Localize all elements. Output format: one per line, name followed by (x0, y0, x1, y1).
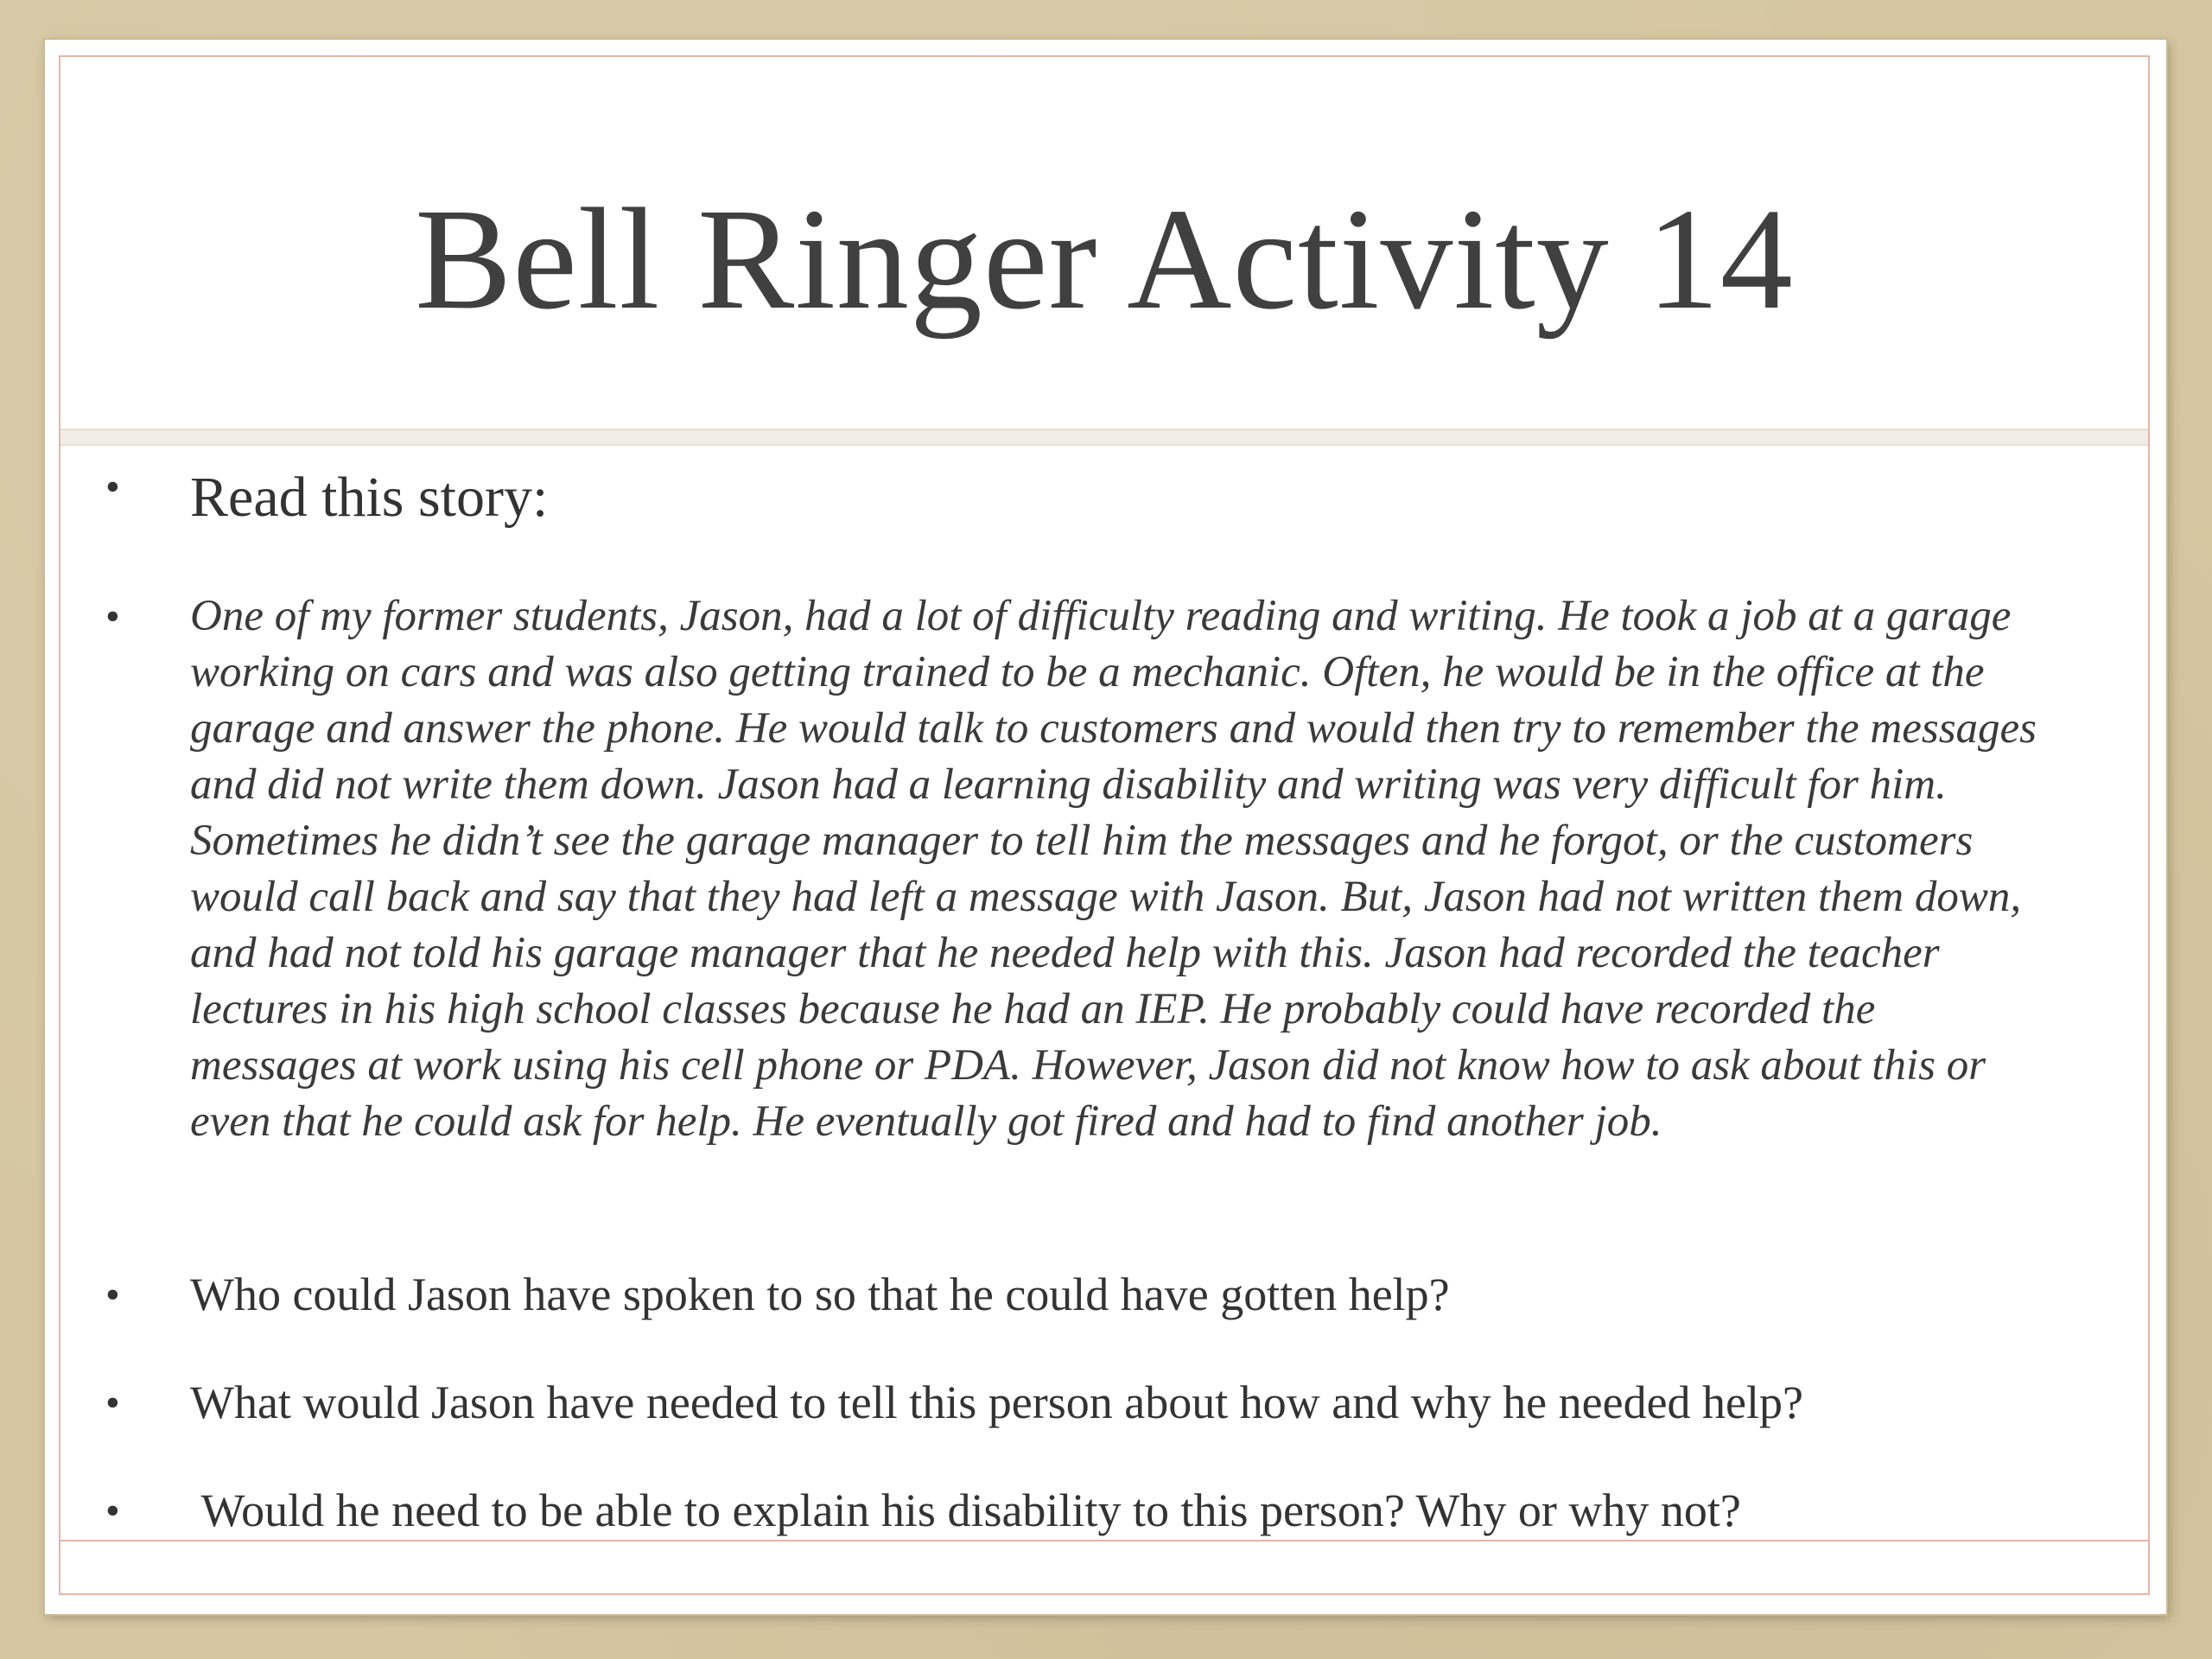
footer-divider (60, 1540, 2148, 1541)
bullet-question-2: What would Jason have needed to tell this person about how and why he needed help? (190, 1376, 1803, 1428)
slide-title: Bell Ringer Activity 14 (415, 179, 1794, 340)
bullet-marker: • (105, 1272, 120, 1318)
title-area (60, 57, 2148, 429)
slide-frame (59, 55, 2150, 1595)
title-divider (60, 429, 2148, 446)
slide (45, 40, 2166, 1614)
bullet-marker: • (105, 1488, 120, 1534)
bullet-story-text: One of my former students, Jason, had a lot of difficulty reading and writing. He took a job at a garage working on cars and was also getting trained to be a mechanic. Often, he would be in the office at the garage and answer the phone. He would talk to customers and would then try to remember the messages and did not write them down. Jason had a learning disability and writing was very difficult for him. Sometimes he didn’t see the garage manager to tell him the messages and he forgot, or the customers would call back and say that they had left a message with Jason. But, Jason had not written them down, and had not told his garage manager that he needed help with this. Jason had recorded the teacher lectures in his high school classes because he had an IEP. He probably could have recorded the messages at work using his cell phone or PDA. However, Jason did not know how to ask about this or even that he could ask for help. He eventually got fired and had to find another job. (190, 592, 2037, 1146)
bullet-marker: • (105, 1380, 120, 1426)
bullet-marker: • (105, 464, 120, 510)
bullet-read-story: Read this story: (190, 466, 549, 529)
bullet-question-1: Who could Jason have spoken to so that he could have gotten help? (190, 1268, 1450, 1320)
bullet-marker: • (105, 594, 120, 639)
bullet-question-3: Would he need to be able to explain his disability to this person? Why or why not? (190, 1484, 1741, 1536)
slide-body (60, 446, 2148, 1535)
